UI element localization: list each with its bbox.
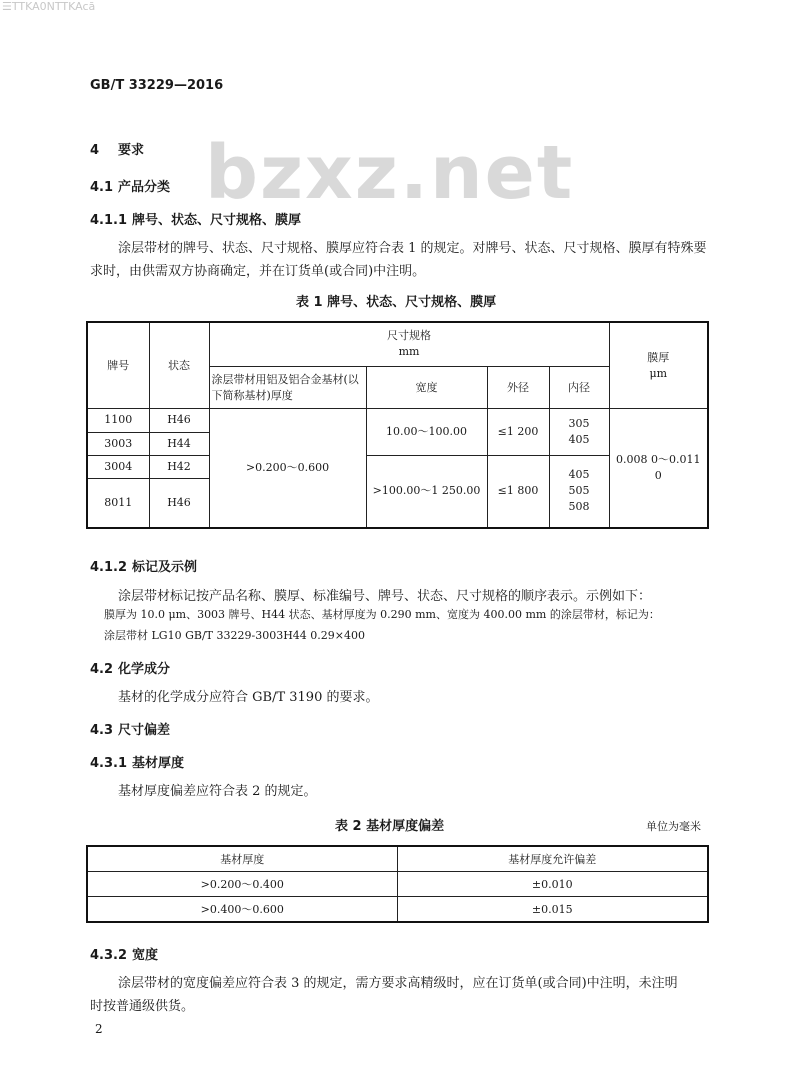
paragraph-4-3-1: 基材厚度偏差应符合表 2 的规定。 — [118, 784, 317, 799]
example-line-2: 涂层带材 LG10 GB/T 33229-3003H44 0.29×400 — [104, 629, 365, 642]
cell-od-1: ≤1 200 — [487, 409, 549, 455]
cell-id-1: 305 405 — [549, 409, 609, 455]
top-mark: ☰TTKA0NTTKAcā — [2, 0, 96, 13]
page-number: 2 — [95, 1022, 103, 1036]
table-2 — [86, 845, 709, 923]
header-grade: 牌号 — [87, 322, 149, 409]
section-4-3-2-heading: 4.3.2 宽度 — [90, 948, 159, 963]
section-4-1-2-heading: 4.1.2 标记及示例 — [90, 560, 198, 575]
cell-grade: 1100 — [87, 409, 149, 432]
table2-caption: 表 2 基材厚度偏差 — [335, 819, 445, 834]
header-tolerance: 基材厚度允许偏差 — [397, 846, 708, 872]
paragraph-4-3-2-line1: 涂层带材的宽度偏差应符合表 3 的规定，需方要求高精级时，应在订货单(或合同)中注明，未注明 — [118, 976, 678, 991]
cell-temper: H46 — [149, 478, 209, 528]
cell-tolerance: ±0.015 — [397, 897, 708, 923]
section-4-1-heading: 4.1 产品分类 — [90, 180, 171, 195]
table-1 — [86, 321, 709, 529]
cell-temper: H44 — [149, 432, 209, 455]
header-width: 宽度 — [366, 366, 487, 408]
cell-width-1: 10.00～100.00 — [366, 409, 487, 455]
cell-film: 0.008 0～0.011 0 — [609, 409, 708, 528]
header-base-thickness: 基材厚度 — [87, 846, 397, 872]
cell-temper: H46 — [149, 409, 209, 432]
paragraph-4-1-1-line2: 求时，由供需双方协商确定，并在订货单(或合同)中注明。 — [90, 264, 426, 279]
cell-temper: H42 — [149, 455, 209, 478]
section-4-3-1-heading: 4.3.1 基材厚度 — [90, 756, 185, 771]
header-temper: 状态 — [149, 322, 209, 409]
cell-thickness: >0.200～0.600 — [209, 409, 366, 528]
cell-width-2: >100.00～1 250.00 — [366, 455, 487, 528]
table1-caption: 表 1 牌号、状态、尺寸规格、膜厚 — [296, 295, 497, 310]
cell-grade: 8011 — [87, 478, 149, 528]
section-4-3-heading: 4.3 尺寸偏差 — [90, 723, 171, 738]
example-line-1: 膜厚为 10.0 μm、3003 牌号、H44 状态、基材厚度为 0.290 mm、宽度为 400.00 mm 的涂层带材，标记为： — [104, 608, 660, 621]
cell-od-2: ≤1 800 — [487, 455, 549, 528]
standard-number: GB/T 33229—2016 — [90, 78, 224, 93]
section-4-heading: 4 要求 — [90, 143, 145, 158]
cell-grade: 3004 — [87, 455, 149, 478]
cell-id-2: 405 505 508 — [549, 455, 609, 528]
paragraph-4-3-2-line2: 时按普通级供货。 — [90, 999, 195, 1014]
header-outer-diameter: 外径 — [487, 366, 549, 408]
watermark: bzxz.net — [205, 130, 575, 216]
header-film: 膜厚 μm — [609, 322, 708, 409]
table2-unit: 单位为毫米 — [646, 820, 701, 833]
cell-grade: 3003 — [87, 432, 149, 455]
header-thickness: 涂层带材用铝及铝合金基材(以下简称基材)厚度 — [209, 366, 366, 408]
cell-thickness: >0.200～0.400 — [87, 872, 397, 897]
paragraph-4-2: 基材的化学成分应符合 GB/T 3190 的要求。 — [118, 690, 379, 705]
section-4-1-1-heading: 4.1.1 牌号、状态、尺寸规格、膜厚 — [90, 213, 302, 228]
header-inner-diameter: 内径 — [549, 366, 609, 408]
paragraph-4-1-2: 涂层带材标记按产品名称、膜厚、标准编号、牌号、状态、尺寸规格的顺序表示。示例如下： — [118, 589, 652, 604]
cell-tolerance: ±0.010 — [397, 872, 708, 897]
cell-thickness: >0.400～0.600 — [87, 897, 397, 923]
header-size: 尺寸规格 mm — [209, 322, 609, 366]
section-4-2-heading: 4.2 化学成分 — [90, 662, 171, 677]
paragraph-4-1-1-line1: 涂层带材的牌号、状态、尺寸规格、膜厚应符合表 1 的规定。对牌号、状态、尺寸规格、膜厚有特殊要 — [118, 241, 707, 256]
